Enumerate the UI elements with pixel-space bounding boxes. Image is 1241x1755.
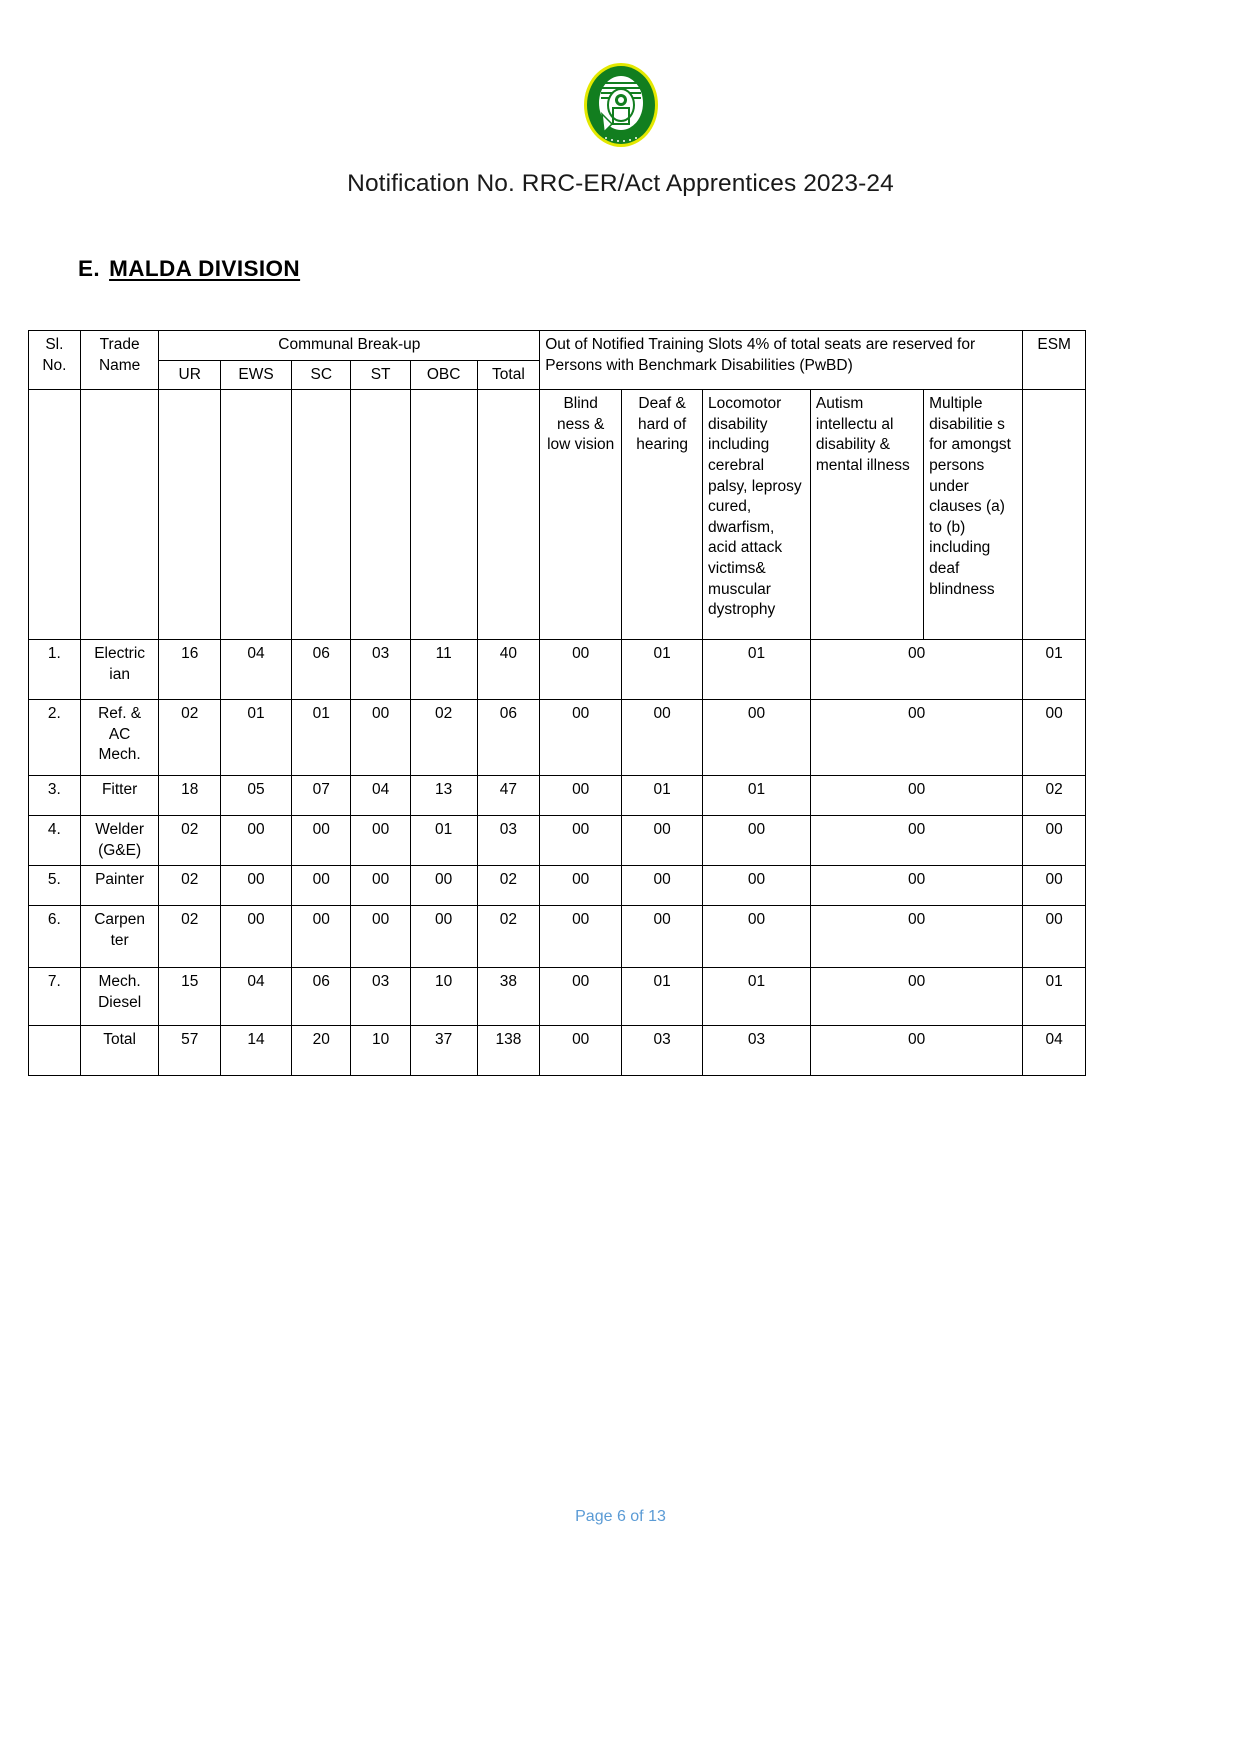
cell-pwbd-autism-multiple: 00 xyxy=(810,816,1022,866)
header-spacer-sc xyxy=(292,390,351,640)
cell-sc: 00 xyxy=(292,906,351,968)
cell-pwbd-deaf: 00 xyxy=(622,700,703,776)
cell-total: 47 xyxy=(477,776,540,816)
cell-sl-no: 5. xyxy=(29,866,81,906)
header-pwbd-locomotor: Locomotor disability including cerebral palsy, leprosy cured, dwarfism, acid attack victims& muscular dystrophy xyxy=(703,390,811,640)
cell-trade-name: Fitter xyxy=(80,776,159,816)
cell-total: 06 xyxy=(477,700,540,776)
cell-st: 03 xyxy=(351,968,410,1026)
cell-pwbd-locomotor: 00 xyxy=(703,700,811,776)
cell-pwbd-autism-multiple: 00 xyxy=(810,866,1022,906)
cell-pwbd-blindness: 00 xyxy=(540,776,622,816)
page-number-label: Page 6 of 13 xyxy=(575,1508,666,1525)
header-total: Total xyxy=(477,360,540,390)
indian-railways-emblem-icon xyxy=(582,62,660,148)
header-trade-name xyxy=(80,331,159,390)
header-group-pwbd: Out of Notified Training Slots 4% of total seats are reserved for Persons with Benchmark Disabilities (PwBD) xyxy=(540,331,1023,390)
table-row xyxy=(29,816,1086,866)
header-esm: ESM xyxy=(1023,331,1086,390)
table-row xyxy=(29,906,1086,968)
cell-ur: 02 xyxy=(159,906,220,968)
cell-sc: 00 xyxy=(292,866,351,906)
cell-obc: 11 xyxy=(410,640,477,700)
cell-pwbd-autism-multiple: 00 xyxy=(810,640,1022,700)
header-obc: OBC xyxy=(410,360,477,390)
cell-sl-no: 2. xyxy=(29,700,81,776)
cell-pwbd-blindness: 00 xyxy=(540,968,622,1026)
cell-total-obc: 37 xyxy=(410,1026,477,1076)
cell-pwbd-deaf: 00 xyxy=(622,866,703,906)
cell-obc: 02 xyxy=(410,700,477,776)
cell-total-st: 10 xyxy=(351,1026,410,1076)
cell-sl-no: 3. xyxy=(29,776,81,816)
cell-pwbd-locomotor: 01 xyxy=(703,968,811,1026)
header-spacer-ews xyxy=(220,390,291,640)
cell-total-pwbd-blindness: 00 xyxy=(540,1026,622,1076)
cell-pwbd-autism-multiple: 00 xyxy=(810,906,1022,968)
cell-ur: 02 xyxy=(159,816,220,866)
header-pwbd-multiple: Multiple disabilitie s for amongst persons under clauses (a) to (b) including deaf blindness xyxy=(924,390,1023,640)
table-total-row xyxy=(29,1026,1086,1076)
header-pwbd-blindness: Blind ness & low vision xyxy=(540,390,622,640)
cell-ews: 04 xyxy=(220,968,291,1026)
header-sl-no xyxy=(29,331,81,390)
header-spacer-esm xyxy=(1023,390,1086,640)
header-pwbd-autism: Autism intellectu al disability & mental illness xyxy=(810,390,923,640)
cell-sl-no: 6. xyxy=(29,906,81,968)
cell-trade-name: Ref. & AC Mech. xyxy=(80,700,159,776)
cell-total-pwbd-locomotor: 03 xyxy=(703,1026,811,1076)
logo-container xyxy=(0,62,1241,148)
cell-pwbd-deaf: 00 xyxy=(622,906,703,968)
cell-total-label: Total xyxy=(80,1026,159,1076)
cell-sl-no: 7. xyxy=(29,968,81,1026)
cell-total-total: 138 xyxy=(477,1026,540,1076)
vacancy-table-container xyxy=(28,330,1086,1076)
cell-pwbd-deaf: 01 xyxy=(622,640,703,700)
cell-ews: 00 xyxy=(220,906,291,968)
cell-st: 04 xyxy=(351,776,410,816)
table-body xyxy=(29,640,1086,1076)
cell-sl-no: 4. xyxy=(29,816,81,866)
cell-trade-name: Electric ian xyxy=(80,640,159,700)
cell-ews: 01 xyxy=(220,700,291,776)
cell-total-pwbd-autism-multiple: 00 xyxy=(810,1026,1022,1076)
cell-total: 03 xyxy=(477,816,540,866)
cell-st: 00 xyxy=(351,866,410,906)
header-ews: EWS xyxy=(220,360,291,390)
section-letter: E. xyxy=(78,256,101,281)
cell-trade-name: Mech. Diesel xyxy=(80,968,159,1026)
header-pwbd-deaf: Deaf & hard of hearing xyxy=(622,390,703,640)
table-row xyxy=(29,700,1086,776)
cell-total-ews: 14 xyxy=(220,1026,291,1076)
cell-sl-no: 1. xyxy=(29,640,81,700)
cell-total-sc: 20 xyxy=(292,1026,351,1076)
section-heading xyxy=(78,256,1241,282)
table-header-row-3 xyxy=(29,390,1086,640)
header-spacer-total xyxy=(477,390,540,640)
header-spacer-ur xyxy=(159,390,220,640)
document-header xyxy=(0,0,1241,198)
cell-ur: 16 xyxy=(159,640,220,700)
cell-esm: 00 xyxy=(1023,866,1086,906)
header-ur: UR xyxy=(159,360,220,390)
cell-total-sl xyxy=(29,1026,81,1076)
cell-esm: 02 xyxy=(1023,776,1086,816)
table-row xyxy=(29,968,1086,1026)
cell-pwbd-locomotor: 00 xyxy=(703,906,811,968)
cell-pwbd-deaf: 01 xyxy=(622,776,703,816)
cell-pwbd-locomotor: 01 xyxy=(703,640,811,700)
cell-ews: 00 xyxy=(220,866,291,906)
cell-pwbd-autism-multiple: 00 xyxy=(810,776,1022,816)
cell-trade-name: Painter xyxy=(80,866,159,906)
header-sl-line2: No. xyxy=(42,356,67,374)
cell-esm: 00 xyxy=(1023,816,1086,866)
cell-pwbd-locomotor: 00 xyxy=(703,866,811,906)
cell-total: 02 xyxy=(477,866,540,906)
cell-esm: 00 xyxy=(1023,906,1086,968)
cell-obc: 10 xyxy=(410,968,477,1026)
cell-esm: 01 xyxy=(1023,968,1086,1026)
cell-trade-name: Carpen ter xyxy=(80,906,159,968)
cell-st: 03 xyxy=(351,640,410,700)
cell-ur: 02 xyxy=(159,866,220,906)
header-sc: SC xyxy=(292,360,351,390)
cell-total-pwbd-deaf: 03 xyxy=(622,1026,703,1076)
cell-st: 00 xyxy=(351,700,410,776)
cell-pwbd-blindness: 00 xyxy=(540,700,622,776)
cell-ews: 05 xyxy=(220,776,291,816)
cell-ews: 04 xyxy=(220,640,291,700)
cell-pwbd-blindness: 00 xyxy=(540,640,622,700)
cell-pwbd-blindness: 00 xyxy=(540,866,622,906)
cell-sc: 07 xyxy=(292,776,351,816)
cell-pwbd-locomotor: 01 xyxy=(703,776,811,816)
cell-obc: 00 xyxy=(410,866,477,906)
cell-total-ur: 57 xyxy=(159,1026,220,1076)
cell-sc: 00 xyxy=(292,816,351,866)
cell-pwbd-autism-multiple: 00 xyxy=(810,700,1022,776)
cell-ews: 00 xyxy=(220,816,291,866)
cell-sc: 06 xyxy=(292,640,351,700)
table-header-row-1 xyxy=(29,331,1086,361)
vacancy-table xyxy=(28,330,1086,1076)
cell-esm: 01 xyxy=(1023,640,1086,700)
cell-obc: 00 xyxy=(410,906,477,968)
cell-trade-name: Welder (G&E) xyxy=(80,816,159,866)
cell-sc: 06 xyxy=(292,968,351,1026)
cell-total: 40 xyxy=(477,640,540,700)
cell-total: 02 xyxy=(477,906,540,968)
cell-pwbd-locomotor: 00 xyxy=(703,816,811,866)
table-row xyxy=(29,776,1086,816)
cell-ur: 02 xyxy=(159,700,220,776)
header-st: ST xyxy=(351,360,410,390)
cell-pwbd-blindness: 00 xyxy=(540,906,622,968)
header-sl-line1: Sl. xyxy=(45,336,64,353)
cell-ur: 15 xyxy=(159,968,220,1026)
cell-pwbd-autism-multiple: 00 xyxy=(810,968,1022,1026)
table-row xyxy=(29,866,1086,906)
header-spacer-st xyxy=(351,390,410,640)
cell-st: 00 xyxy=(351,816,410,866)
header-spacer-obc xyxy=(410,390,477,640)
page-title: Notification No. RRC-ER/Act Apprentices 2023-24 xyxy=(347,170,894,197)
page-footer xyxy=(0,1508,1241,1526)
cell-sc: 01 xyxy=(292,700,351,776)
header-trade-line2: Name xyxy=(98,356,141,374)
header-trade-line1: Trade xyxy=(99,336,140,353)
cell-total-esm: 04 xyxy=(1023,1026,1086,1076)
cell-pwbd-deaf: 01 xyxy=(622,968,703,1026)
cell-esm: 00 xyxy=(1023,700,1086,776)
cell-ur: 18 xyxy=(159,776,220,816)
cell-obc: 13 xyxy=(410,776,477,816)
cell-obc: 01 xyxy=(410,816,477,866)
section-name: MALDA DIVISION xyxy=(109,256,301,281)
cell-pwbd-deaf: 00 xyxy=(622,816,703,866)
cell-pwbd-blindness: 00 xyxy=(540,816,622,866)
header-spacer-trade xyxy=(80,390,159,640)
cell-st: 00 xyxy=(351,906,410,968)
table-row xyxy=(29,640,1086,700)
header-spacer-sl xyxy=(29,390,81,640)
cell-total: 38 xyxy=(477,968,540,1026)
header-group-communal: Communal Break-up xyxy=(159,331,540,361)
